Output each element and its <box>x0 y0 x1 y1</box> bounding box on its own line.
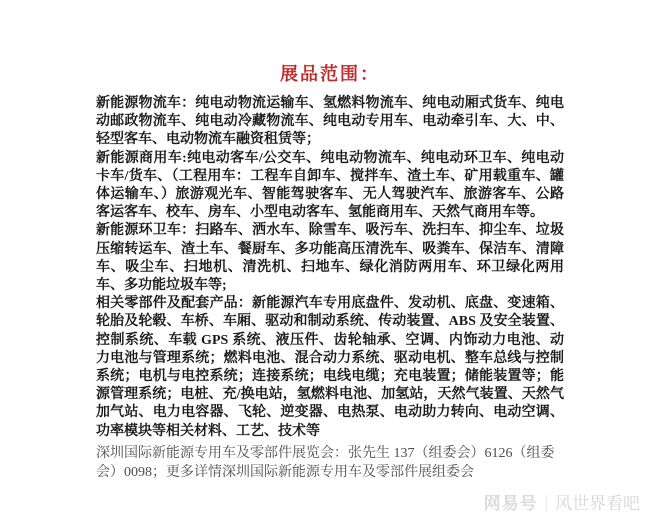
page-title: 展品范围： <box>280 64 380 84</box>
paragraph-commercial-vehicles: 新能源商用车:纯电动客车/公交车、纯电动物流车、纯电动环卫车、纯电动卡车/货车、（工程用车：工程车自卸车、搅拌车、渣土车、矿用载重车、罐体运输车、）旅游观光车、智能驾驶客车、无人驾驶汽车、旅游客车、公路客运客车、校车、房车、小型电动客车、氢能商用车、天然气商用车等。 <box>96 150 564 221</box>
paragraph-parts-and-accessories: 相关零部件及配套产品：新能源汽车专用底盘件、发动机、底盘、变速箱、轮胎及轮毂、车桥、车厢、驱动和制动系统、传动装置、ABS 及安全装置、控制系统、车载 GPS 系统、液压件、齿轮轴承、空调、内饰动力电池、动力电池与管理系统；燃料电池、混合动力系统、驱动电机、整车总线与控制系统；电机与电控系统；连接系统；电线电缆；充电装置；储能装置等；能源管理系统；电桩、充/换电站，氢燃料电池、加氢站，天然气装置、天然气加气站、电力电容器、飞轮、逆变器、电热泵、电动助力转向、电动空调、功率模块等相关材料、工艺、技术等 <box>96 296 564 439</box>
watermark-divider: | <box>544 491 548 511</box>
netease-hao-logo: 网易号 <box>483 494 538 513</box>
exhibit-scope-content <box>96 95 564 441</box>
paragraph-sanitation-vehicles: 新能源环卫车：扫路车、洒水车、除雪车、吸污车、洗扫车、抑尘车、垃圾压缩转运车、渣土车、餐厨车、多功能高压清洗车、吸粪车、保洁车、清障车、吸尘车、扫地机、清洗机、扫地车、绿化消防两用车、环卫绿化两用车、多功能垃圾车等; <box>96 223 564 294</box>
paragraph-logistics-vehicles: 新能源物流车：纯电动物流运输车、氢燃料物流车、纯电动厢式货车、纯电动邮政物流车、纯电动冷藏物流车、纯电动专用车、电动牵引车、大、中、轻型客车、电动物流车融资租赁等； <box>96 96 564 148</box>
watermark <box>484 489 640 514</box>
contact-info: 深圳国际新能源专用车及零部件展览会：张先生 137（组委会）6126（组委会）0098；更多详情深圳国际新能源专用车及零部件展组委会 <box>96 445 555 480</box>
watermark-account-name: 风世界看吧 <box>555 494 640 513</box>
